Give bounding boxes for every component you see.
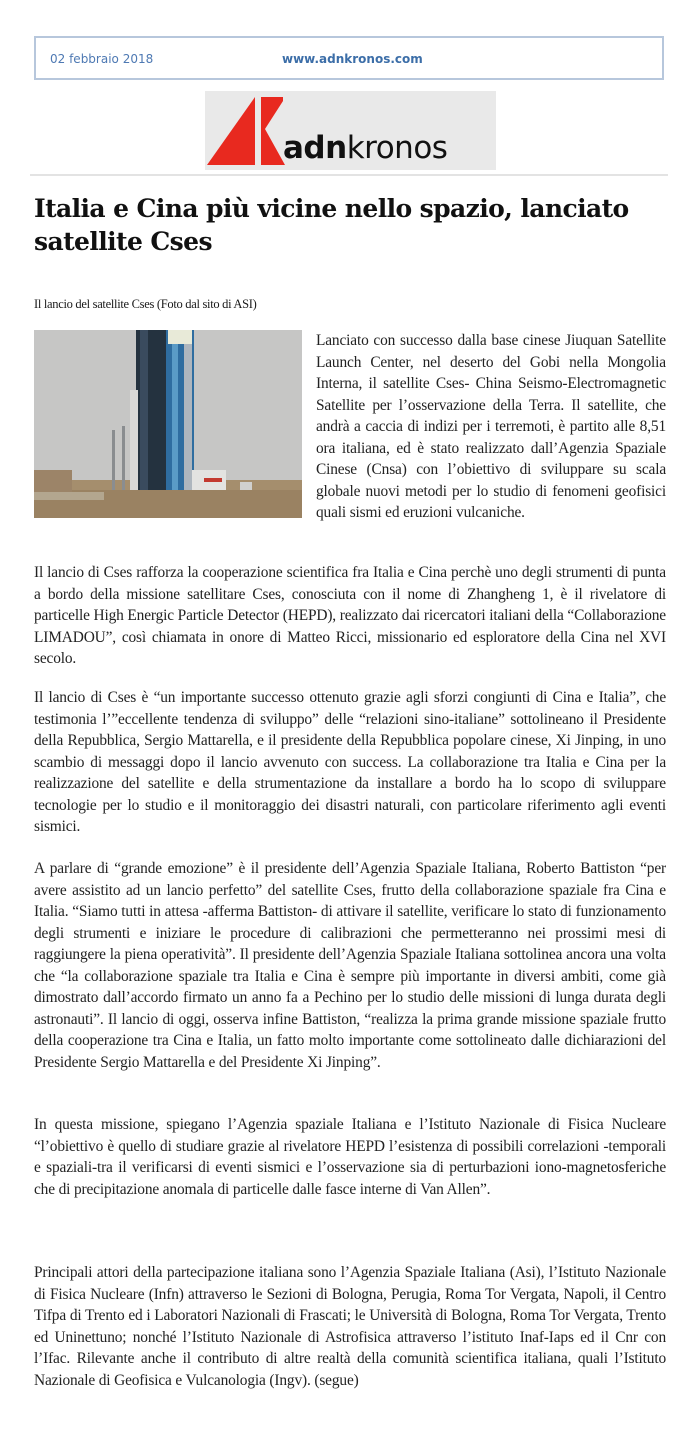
rocket-launch-tower-image [34,330,302,518]
logo-wordmark [283,131,447,165]
lead-paragraph-column [316,330,666,524]
article-photo [34,330,302,518]
article-title: Italia e Cina più vicine nello spazio, lanciato satellite Cses [34,194,629,256]
clipping-header [34,36,664,80]
lead-paragraph: Lanciato con successo dalla base cinese Jiuquan Satellite Launch Center, nel deserto del Gobi nella Mongolia Interna, il satellite Cses- China Seismo-Electromagnetic Satellite per l’osservazione della Terra. Il satellite, che andrà a caccia di indizi per i terremoti, è partito alle 8,51 ora italiana, ed è stato realizzato dall’Agenzia Spaziale Cinese (Cnsa) con l’obiettivo di sviluppare su scala globale nuovi metodi per lo studio di fenomeni geofisici quali sismi ed eruzioni vulcaniche. [316,332,666,521]
logo-wordmark-bold: adn [283,130,347,166]
article-paragraph: Principali attori della partecipazione italiana sono l’Agenzia Spaziale Italiana (Asi), l’Istituto Nazionale di Fisica Nucleare (Infn) attraverso le Sezioni di Bologna, Perugia, Roma Tor Vergata, Napoli, il Centro Tifpa di Trento ed i Laboratori Nazionali di Frascati; le Università di Bologna, Roma Tor Vergata, Trento ed Uninettuno; nonché l’Istituto Nazionale di Astrofisica attraverso l’istituto Inaf-Iaps ed il Cnr con l’Ifac. Rilevante anche il contributo di altre realtà della comunità scientifica italiana, quali l’Istituto Nazionale di Geofisica e Vulcanologia (Ingv). (segue) [34,1264,666,1389]
adnkronos-logo [205,91,496,170]
header-divider [30,174,668,176]
article-paragraph: In questa missione, spiegano l’Agenzia spaziale Italiana e l’Istituto Nazionale di Fisica Nucleare “l’obiettivo è quello di studiare grazie al rivelatore HEPD l’esistenza di possibili correlazioni -temporali e spaziali-tra il verificarsi di eventi sismici e l’osservazione sia di perturbazioni iono-magnetosferiche che di precipitazione anomala di particelle dalle fasce interne di Van Allen”. [34,1116,666,1198]
article-paragraph: Il lancio di Cses è “un importante successo ottenuto grazie agli sforzi congiunti di Cina e Italia”, che testimonia l’”eccellente tendenza di sviluppo” delle “relazioni sino-italiane” sottolineano il Presidente della Repubblica, Sergio Mattarella, e il presidente della Repubblica popolare cinese, Xi Jinping, in uno scambio di messaggi dopo il lancio avvenuto con success. La collaborazione tra Italia e Cina per la realizzazione del satellite e della strumentazione da installare a bordo ha lo scopo di sviluppare tecnologie per lo studio e il monitoraggio dei disastri naturali, con particolare riferimento agli eventi sismici. [34,689,666,835]
logo-wordmark-regular: kronos [346,130,448,166]
source-url-link[interactable]: www.adnkronos.com [282,52,423,66]
publication-date: 02 febbraio 2018 [50,52,154,66]
article-paragraph: Il lancio di Cses rafforza la cooperazione scientifica fra Italia e Cina perchè uno degli strumenti di punta a bordo della missione satellitare Cses, conosciuta con il nome di Zhangheng 1, è il rivelatore di particelle High Energic Particle Detector (HEPD), realizzato dai ricercatori italiani della “Collaborazione LIMADOU”, così chiamata in onore di Matteo Ricci, missionario ed esploratore della Cina nel XVI secolo. [34,564,666,667]
article-paragraph: A parlare di “grande emozione” è il presidente dell’Agenzia Spaziale Italiana, Roberto Battiston “per avere assistito ad un lancio perfetto” del satellite Cses, frutto della collaborazione spaziale fra Cina e Italia. “Siamo tutti in attesa -afferma Battiston- di attivare il satellite, verificare lo stato di funzionamento degli strumenti e iniziare le procedure di calibrazioni che permetteranno nei prossimi mesi di raggiungere la piena operatività”. Il presidente dell’Agenzia Spaziale Italiana sottolinea ancora una volta che “la collaborazione spaziale tra Italia e Cina è sempre più importante in diversi ambiti, come già dimostrato dall’accordo firmato un anno fa a Pechino per lo studio delle missioni di lunga durata degli astronauti”. Il lancio di oggi, osserva infine Battiston, “realizza la prima grande missione spaziale frutto della cooperazione tra Cina e Italia, un fatto molto importante come sottolineato dalle dichiarazioni del Presidente Sergio Mattarella e del Presidente Xi Jinping”. [34,860,666,1071]
photo-caption: Il lancio del satellite Cses (Foto dal sito di ASI) [34,297,257,311]
